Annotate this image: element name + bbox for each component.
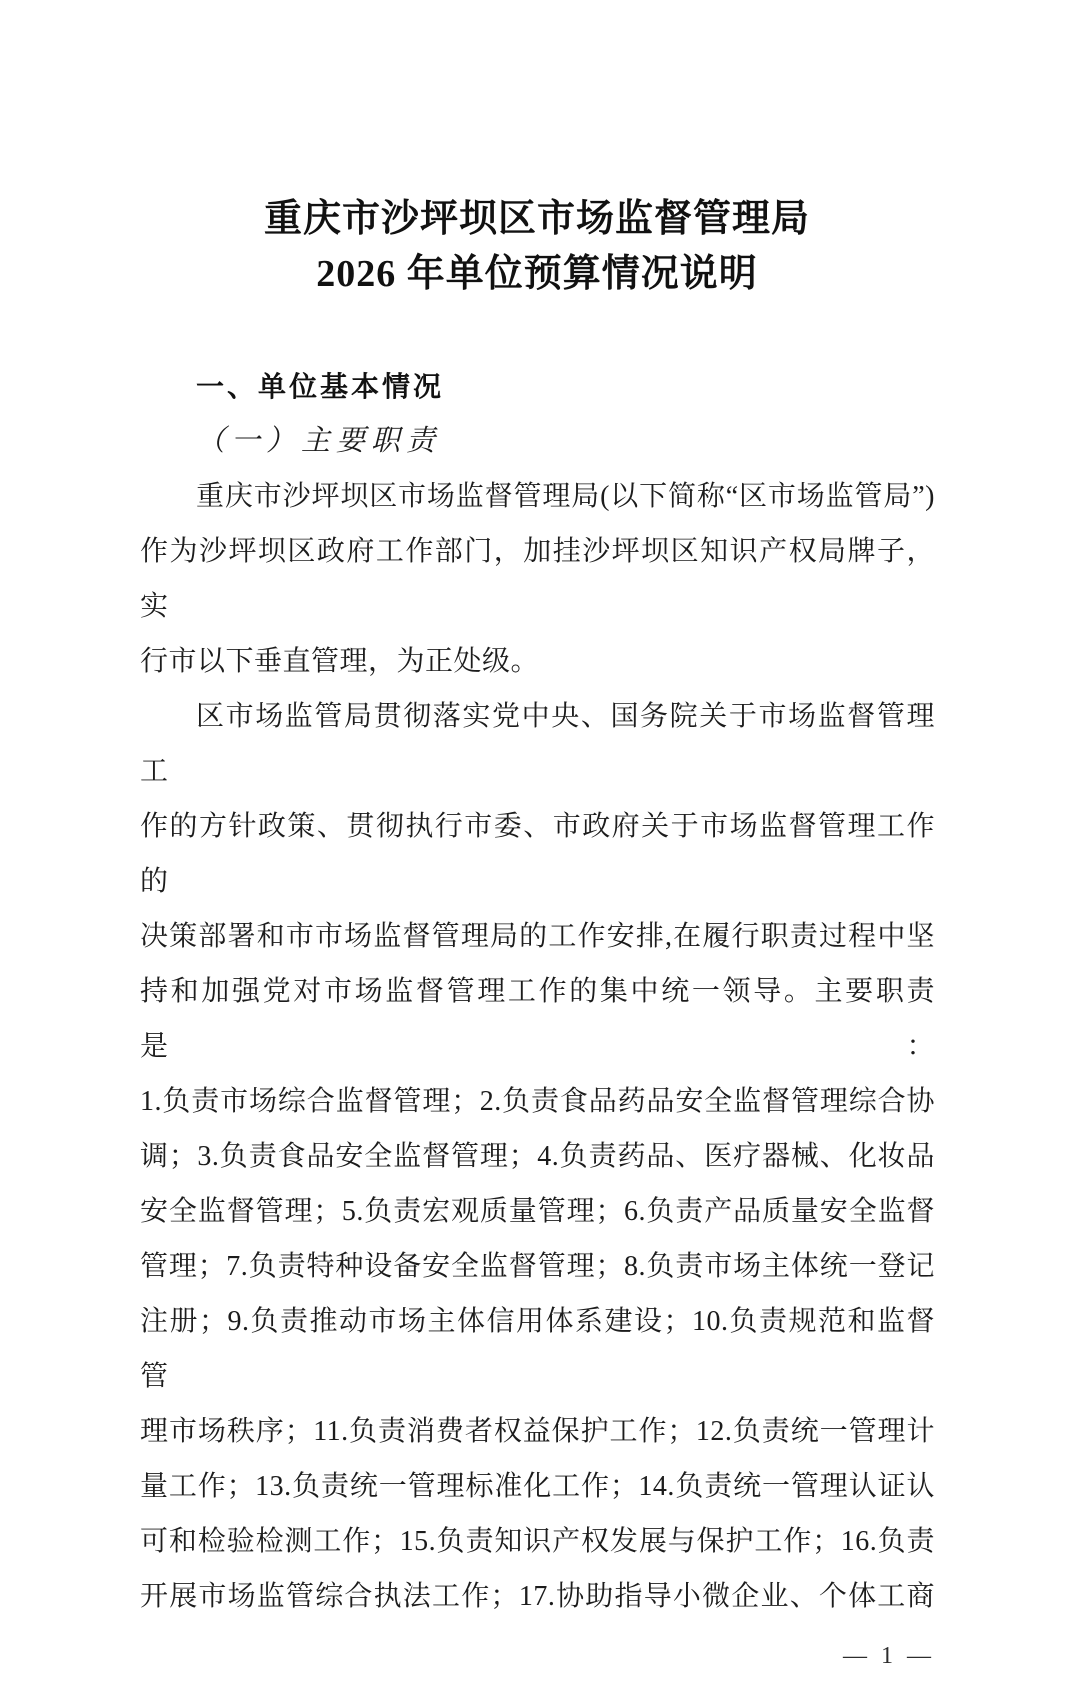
paragraph-2-line: 调；3.负责食品安全监督管理；4.负责药品、医疗器械、化妆品 (140, 1141, 935, 1172)
title-line-2: 2026 年单位预算情况说明 (316, 253, 758, 295)
paragraph-2-line: 1.负责市场综合监督管理；2.负责食品药品安全监督管理综合协 (140, 1086, 935, 1117)
section-heading: 一、单位基本情况 (196, 371, 445, 402)
paragraph-2-line: 注册；9.负责推动市场主体信用体系建设；10.负责规范和监督管 (140, 1306, 935, 1392)
paragraph-1-line: 行市以下垂直管理，为正处级。 (140, 646, 540, 677)
paragraph-2-line: 管理；7.负责特种设备安全监督管理；8.负责市场主体统一登记 (140, 1251, 935, 1282)
paragraph-2-line: 理市场秩序；11.负责消费者权益保护工作；12.负责统一管理计 (140, 1416, 935, 1447)
paragraph-2-line: 持和加强党对市场监督管理工作的集中统一领导。主要职责是： (140, 976, 935, 1062)
document-title (0, 0, 1074, 302)
paragraph-1 (140, 469, 935, 689)
paragraph-1-line: 作为沙坪坝区政府工作部门，加挂沙坪坝区知识产权局牌子，实 (140, 536, 935, 622)
paragraph-2-line: 区市场监管局贯彻落实党中央、国务院关于市场监督管理工 (140, 701, 935, 787)
paragraph-2-line: 开展市场监管综合执法工作；17.协助指导小微企业、个体工商 (140, 1581, 935, 1612)
paragraph-2-line: 安全监督管理；5.负责宏观质量管理；6.负责产品质量安全监督 (140, 1196, 935, 1227)
section-subheading: （一）主要职责 (196, 425, 442, 457)
paragraph-2 (140, 689, 935, 1624)
page-number: — 1 — (843, 1643, 935, 1669)
title-line-1: 重庆市沙坪坝区市场监督管理局 (263, 198, 810, 240)
paragraph-2-line: 可和检验检测工作；15.负责知识产权发展与保护工作；16.负责 (140, 1526, 935, 1557)
paragraph-1-line: 重庆市沙坪坝区市场监督管理局(以下简称“区市场监管局”) (196, 481, 935, 512)
paragraph-2-line: 决策部署和市市场监督管理局的工作安排,在履行职责过程中坚 (140, 921, 935, 952)
document-body (0, 359, 1074, 1624)
paragraph-2-line: 作的方针政策、贯彻执行市委、市政府关于市场监督管理工作的 (140, 811, 935, 897)
paragraph-2-line: 量工作；13.负责统一管理标准化工作；14.负责统一管理认证认 (140, 1471, 935, 1502)
